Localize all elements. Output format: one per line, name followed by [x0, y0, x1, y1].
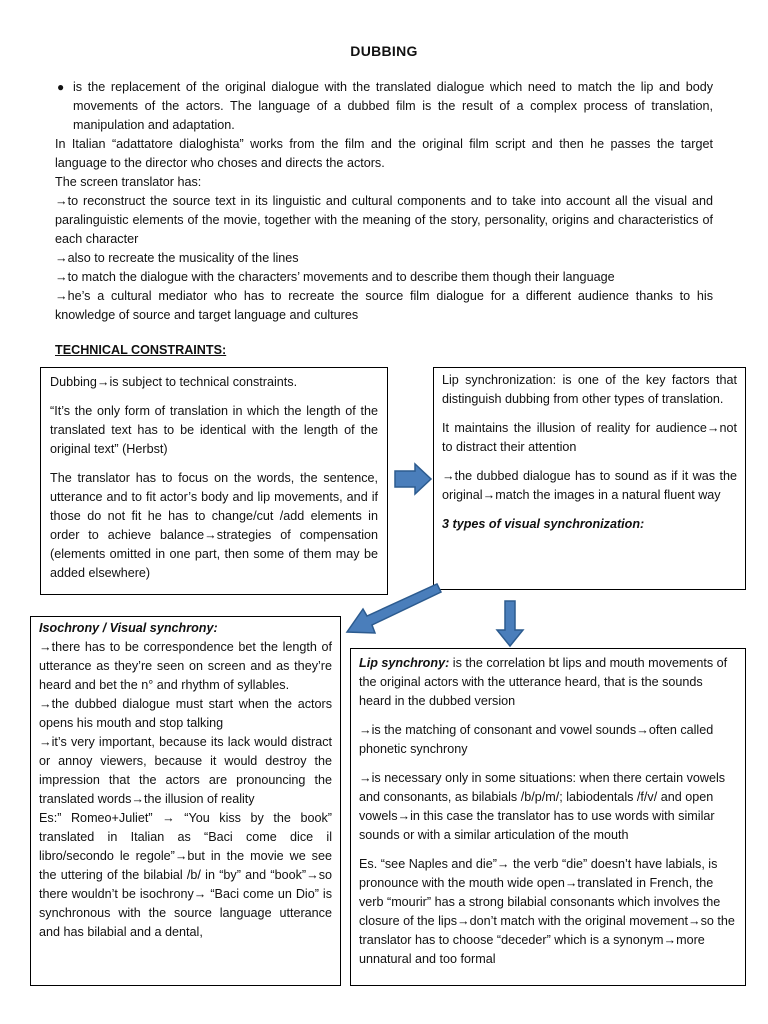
visual-sync-types-heading: 3 types of visual synchronization: — [442, 517, 645, 531]
box2-paragraph: →the dubbed dialogue has to sound as if it was the original→match the images in a natural fluent way — [442, 469, 737, 502]
isochrony-heading: Isochrony / Visual synchrony: — [39, 621, 218, 635]
page-title: DUBBING — [350, 43, 418, 59]
right-arrow-icon — [393, 462, 433, 496]
intro-bullet-text: is the replacement of the original dialogue with the translated dialogue which need to match the lip and body movements of the actors. The language of a dubbed film is the result of a complex process of translation, manipulation and adaptation. — [73, 80, 713, 132]
lip-synchronization-box — [433, 367, 746, 590]
box1-paragraph: “It’s the only form of translation in which the length of the translated text has to be identical with the length of the original text” (Herbst) — [50, 404, 378, 456]
bullet-icon: ● — [57, 80, 65, 94]
box3-paragraph: →there has to be correspondence bet the length of utterance as they’re seen on screen and as they’re heard and bet the n° and rhythm of syllables. — [39, 640, 332, 692]
box1-paragraph: Dubbing→is subject to technical constraints. — [50, 375, 298, 389]
down-arrow-icon — [495, 600, 525, 648]
box4-paragraph — [359, 654, 737, 711]
box3-paragraph: →it’s very important, because its lack would distract or annoy viewers, because it would destroy the impression that the actors are pronouncing the translated words→the illusion of reality — [39, 735, 332, 806]
box3-paragraph: Es:” Romeo+Juliet” → “You kiss by the book” translated in Italian as “Baci come dice il libro/secondo le regole”→but in the movie we see the uttering of the bilabial /b/ in “by” and “book”→so there wouldn’t be isochrony→ “Baci come un Dio” is synchronous with the source language utterance and has bilabial and a dental, — [39, 811, 332, 939]
box1-paragraph: The translator has to focus on the words, the sentence, utterance and to fit actor’s body and lip movements, and if those do not fit he has to change/cut /add elements in order to achieve balance→strategies of compensation (elements omitted in one part, then some of them may be added elsewhere) — [50, 471, 378, 580]
intro-italian: In Italian “adattatore dialoghista” works from the film and the original film script and then he passes the target language to the director who choses and directs the actors. — [55, 137, 713, 170]
box4-paragraph: →is the matching of consonant and vowel sounds→often called phonetic synchrony — [359, 723, 714, 756]
intro-item: →he’s a cultural mediator who has to recreate the source film dialogue for a different audience thanks to his knowledge of source and target language and cultures — [55, 289, 713, 322]
intro-item: →to reconstruct the source text in its linguistic and cultural components and to take into account all the visual and paralinguistic elements of the movie, together with the meaning of the story, personality, origins and characteristics of each character — [55, 194, 713, 246]
intro-item: →to match the dialogue with the characters’ movements and to describe them though their language — [55, 270, 615, 284]
intro-bullet — [55, 78, 713, 135]
box3-paragraph: →the dubbed dialogue must start when the actors opens his mouth and stop talking — [39, 697, 332, 730]
lip-synchrony-heading: Lip synchrony: — [359, 656, 450, 670]
technical-constraints-heading: TECHNICAL CONSTRAINTS: — [55, 343, 227, 357]
box2-paragraph: Lip synchronization: is one of the key factors that distinguish dubbing from other types of translation. — [442, 373, 737, 406]
technical-constraints-box — [40, 367, 388, 595]
intro-translator-has: The screen translator has: — [55, 175, 202, 189]
intro-section — [55, 78, 713, 325]
lip-synchrony-definition: is the correlation bt lips and mouth movements of the original actors with the utterance heard, that is the sounds heard in the dubbed version — [359, 656, 728, 708]
intro-item: →also to recreate the musicality of the lines — [55, 251, 299, 265]
box4-paragraph: →is necessary only in some situations: when there certain vowels and consonants, as bilabials /b/p/m/; labiodentals /f/v/ and open vowels→in this case the translator has to use words with similar sounds or with a similar articulation of the mouth — [359, 771, 726, 842]
diagonal-arrow-icon — [342, 578, 442, 638]
isochrony-box — [30, 616, 341, 986]
box2-paragraph: It maintains the illusion of reality for audience→not to distract their attention — [442, 421, 737, 454]
box4-paragraph: Es. “see Naples and die”→ the verb “die” doesn’t have labials, is pronounce with the mouth wide open→translated in French, the verb “mourir” has a strong bilabial consonants which involves the closure of the lips→don’t match with the original movement→so the translator has to choose “deceder” which is a synonym→more unnatural and too formal — [359, 857, 735, 966]
lip-synchrony-box — [350, 648, 746, 986]
